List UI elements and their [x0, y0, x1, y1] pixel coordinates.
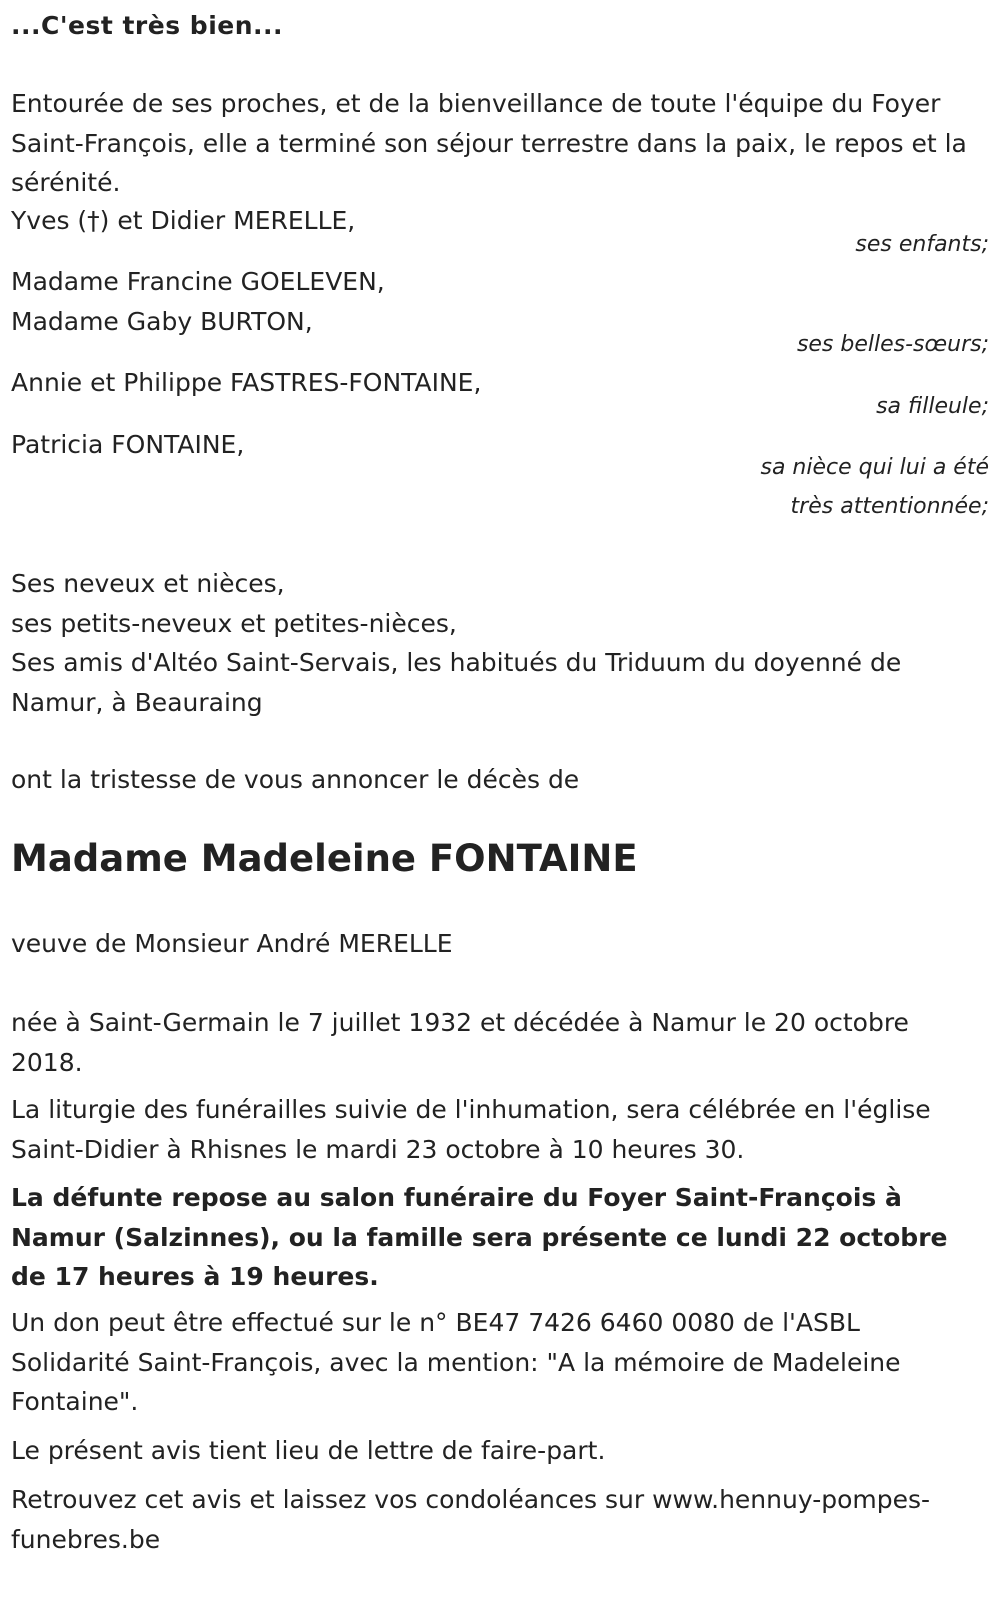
deceased-name: Madame Madeleine FONTAINE: [11, 837, 638, 880]
nephews-line: Ses neveux et nièces,: [11, 569, 285, 598]
children-names: Yves (†) et Didier MERELLE,: [11, 206, 356, 235]
condolences-paragraph: Retrouvez cet avis et laissez vos condoléances sur www.hennuy-pompes-funebres.be: [11, 1485, 931, 1554]
niece-relation: sa nièce qui lui a été très attentionnée;: [760, 455, 989, 519]
announcement-line: ont la tristesse de vous annoncer le décès de: [11, 765, 580, 794]
intro-paragraph: Entourée de ses proches, et de la bienveillance de toute l'équipe du Foyer Saint-François, elle a terminé son séjour terrestre dans la paix, le repos et la sérénité.: [11, 89, 967, 197]
children-relation: ses enfants;: [855, 232, 989, 257]
donation-paragraph: Un don peut être effectué sur le n° BE47 7426 6460 0080 de l'ASBL Solidarité Saint-François, avec la mention: "A la mémoire de Madeleine Fontaine".: [11, 1308, 901, 1416]
sisters-in-law-relation: ses belles-sœurs;: [796, 332, 989, 357]
friends-line: Ses amis d'Altéo Saint-Servais, les habitués du Triduum du doyenné de Namur, à Beauraing: [11, 648, 902, 717]
widow-of-line: veuve de Monsieur André MERELLE: [11, 929, 453, 958]
opening-quote: ...C'est très bien...: [11, 11, 284, 40]
repose-paragraph: La défunte repose au salon funéraire du Foyer Saint-François à Namur (Salzinnes), ou la famille sera présente ce lundi 22 octobre de 17 heures à 19 heures.: [11, 1183, 948, 1291]
liturgy-paragraph: La liturgie des funérailles suivie de l'inhumation, sera célébrée en l'église Saint-Didier à Rhisnes le mardi 23 octobre à 10 heures 30.: [11, 1095, 931, 1164]
goddaughter-relation: sa filleule;: [876, 394, 989, 419]
birth-death-line: née à Saint-Germain le 7 juillet 1932 et décédée à Namur le 20 octobre 2018.: [11, 1008, 909, 1077]
sister-in-law-goeleven: Madame Francine GOELEVEN,: [11, 267, 385, 296]
sister-in-law-burton: Madame Gaby BURTON,: [11, 307, 313, 336]
notice-line: Le présent avis tient lieu de lettre de faire-part.: [11, 1436, 606, 1465]
goddaughter-names: Annie et Philippe FASTRES-FONTAINE,: [11, 368, 482, 397]
grand-nephews-line: ses petits-neveux et petites-nièces,: [11, 609, 457, 638]
niece-name: Patricia FONTAINE,: [11, 430, 245, 459]
